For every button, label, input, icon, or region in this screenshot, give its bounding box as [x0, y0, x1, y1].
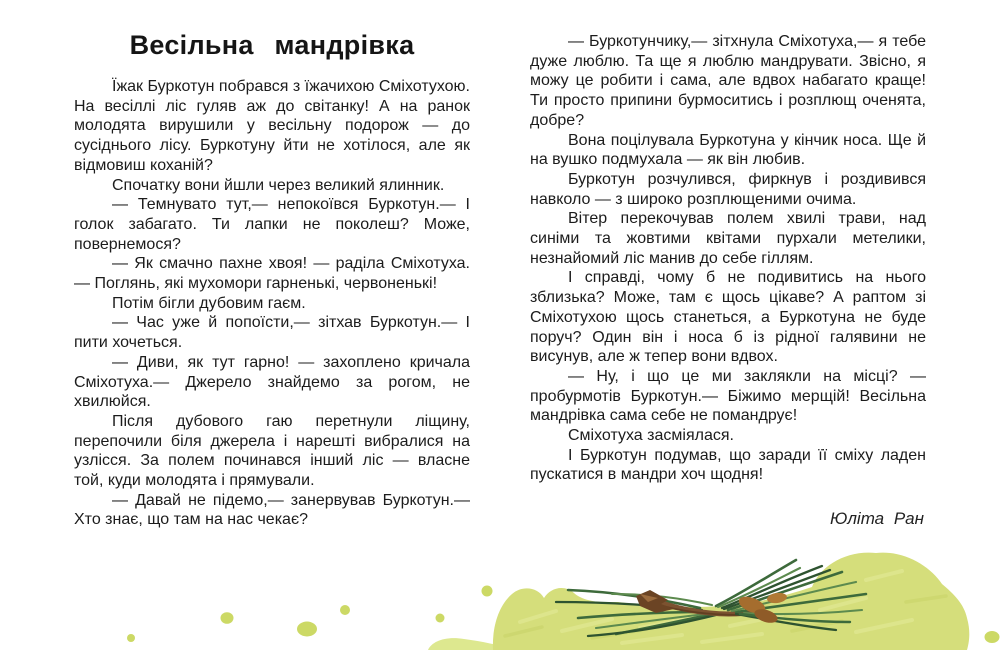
paragraph: І Буркотун подумав, що заради її сміху ладен пускатися в мандри хоч щодня! [530, 446, 926, 484]
paint-dot [127, 634, 135, 642]
paint-dot [436, 614, 445, 623]
paragraph: — Диви, як тут гарно! — захоплено кричала Сміхотуха.— Джерело знайдемо за рогом, не хвилюйся. [74, 353, 470, 411]
paragraph: — Як смачно пахне хвоя! — раділа Сміхотуха.— Поглянь, які мухомори гарненькі, червоненькі! [74, 255, 470, 293]
paragraph: — Темнувато тут,— непокоївся Буркотун.— І голок забагато. Ти лапки не поколеш? Може, повернемося? [74, 196, 470, 253]
left-column [74, 30, 470, 530]
paragraph: Вона поцілувала Буркотуна у кінчик носа. Ще й на вушко подмухала — як він любив. [530, 131, 926, 169]
paint-dot [340, 605, 350, 615]
right-column [530, 32, 926, 529]
paint-dot [985, 631, 1000, 643]
paragraph: Потім бігли дубовим гаєм. [112, 294, 306, 312]
paragraph: І справді, чому б не подивитись на нього зблизька? Може, там є щось цікаве? А раптом зі Сміхотухою щось станеться, а Буркотуна не буде поруч? Один він і носа б із рідної галявини не висунув, але ж тепер вони вдвох. [530, 269, 926, 366]
paragraph: Вітер перекочував полем хвилі трави, над синіми та жовтими квітами пурхали метелики, незнайомий ліс манив до себе гіллям. [530, 210, 926, 267]
paragraph: — Буркотунчику,— зітхнула Сміхотуха,— я тебе дуже люблю. Та ще я люблю мандрувати. Звісно, я можу це робити і сама, але вдвох набагато краще! Ти просто припини бурмоситись і розплющ оченята, добре? [530, 33, 926, 129]
paint-dot [221, 612, 234, 624]
watercolor-illustration [0, 510, 1000, 650]
paint-dot [482, 586, 493, 597]
paragraph: Їжак Буркотун побрався з їжачихою Сміхотухою. На весіллі ліс гуляв аж до світанку! А на ранок молодята вирушили у весільну подорож — до сусіднього лісу. Буркотуну йти не хотілося, але як відмовиш коханій? [74, 78, 470, 174]
paragraph: Буркотун розчулився, фиркнув і роздивився навколо — з широко розплющеними очима. [530, 170, 926, 208]
paragraph: — Ну, і що це ми заклякли на місці? — пробурмотів Буркотун.— Біжимо мерщій! Весільна мандрівка сама себе не помандрує! [530, 367, 926, 425]
paint-dot [297, 622, 317, 637]
paragraph: Сміхотуха засміялася. [568, 427, 734, 445]
author-name: Юліта Ран [829, 509, 924, 529]
story-title: Весільна мандрівка [129, 30, 415, 60]
paragraph: Спочатку вони йшли через великий ялинник. [112, 176, 445, 194]
paragraph: — Час уже й попоїсти,— зітхав Буркотун.— І пити хочеться. [74, 314, 470, 352]
paragraph: — Давай не підемо,— занервував Буркотун.— Хто знає, що там на нас чекає? [74, 491, 470, 529]
paragraph: Після дубового гаю перетнули ліщину, перепочили біля джерела і нарешті вибралися на узлісся. За полем починався інший ліс — власне той, куди молодята і прямували. [74, 412, 470, 490]
